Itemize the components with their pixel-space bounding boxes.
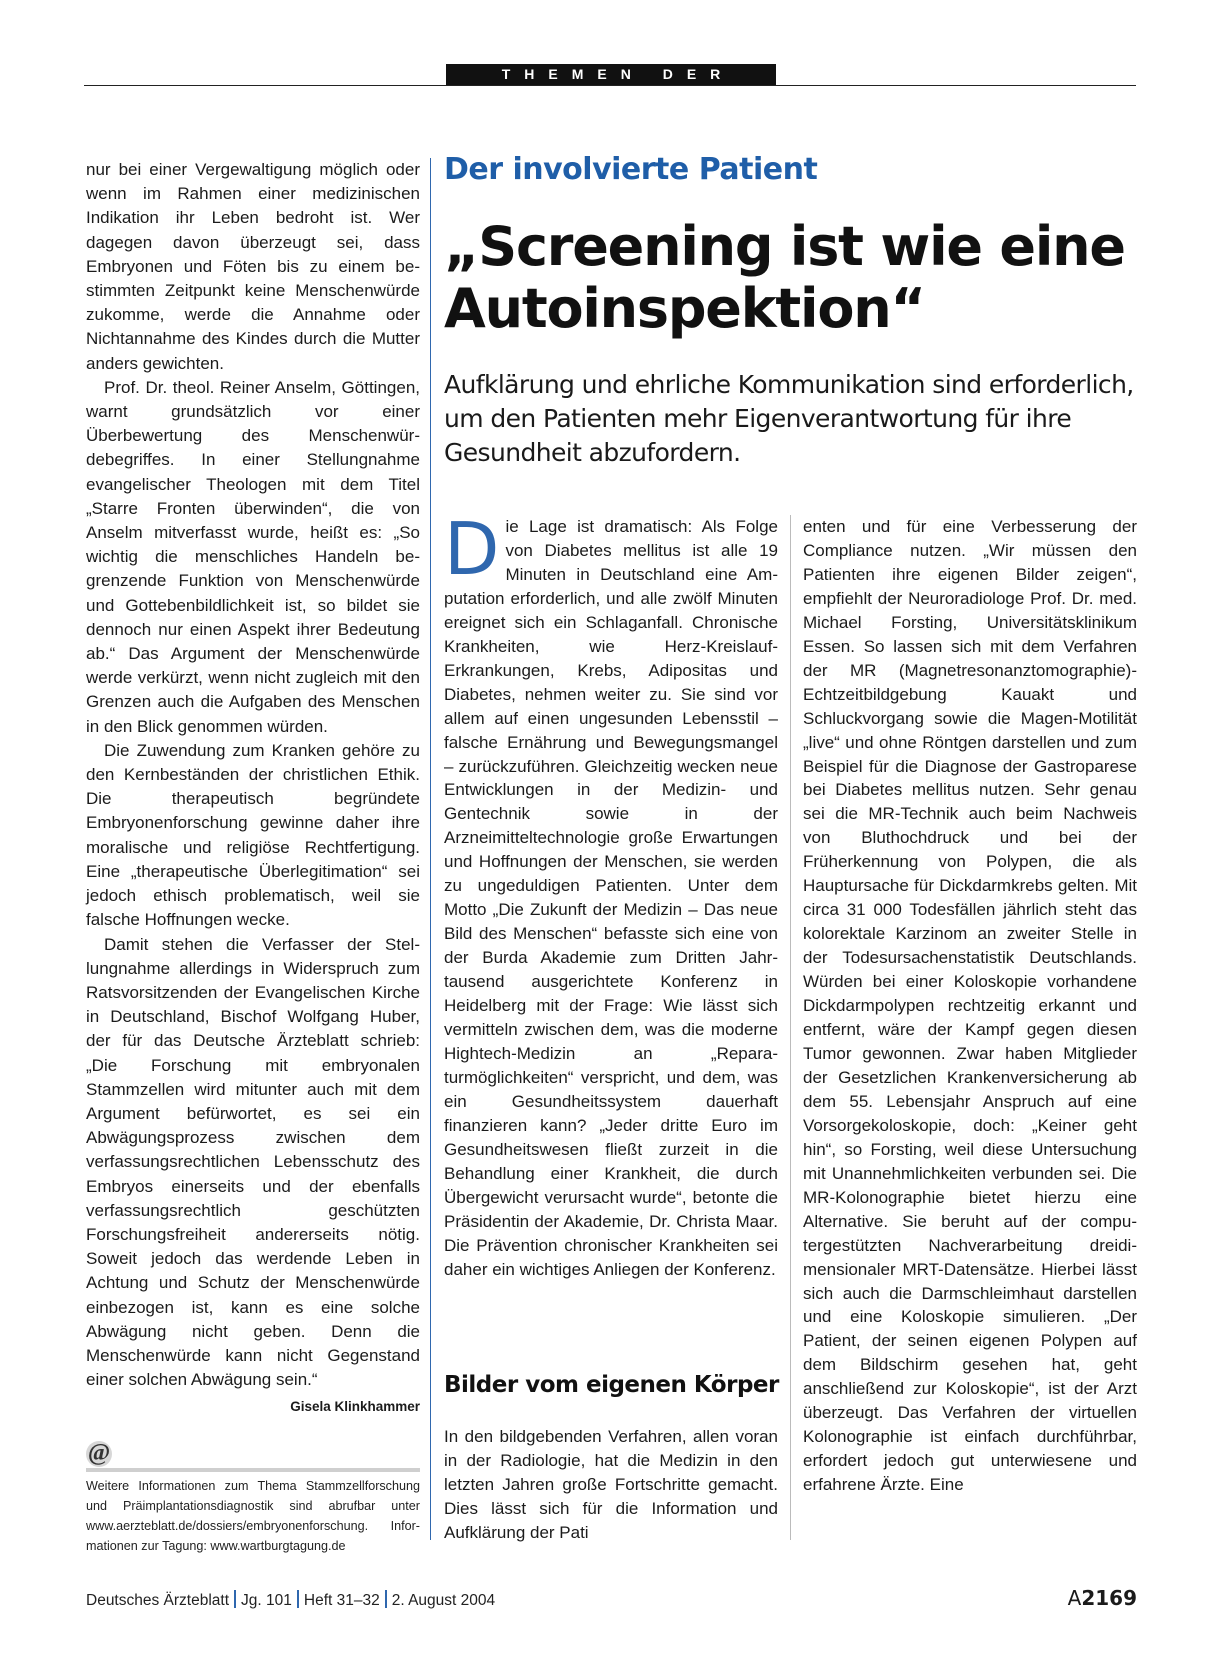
left-paragraph-1: nur bei einer Vergewaltigung möglich oder wenn im Rahmen einer medizinischen Indikation ihr Leben bedroht ist. Wer dagegen davon überzeugt sei, dass Embryonen und Föten bis zu einem bestimmten Zeitpunkt keine Menschenwürde zukomme, werde die Annahme oder Nichtannahme des Kindes durch die Mutter anders gewichten. <box>86 160 420 373</box>
footer-volume: Jg. 101 <box>241 1592 292 1609</box>
info-box <box>86 1441 420 1556</box>
column-divider-blue <box>430 158 431 1540</box>
footer-separator <box>297 1590 299 1608</box>
article-headline: „Screening ist wie eine Autoinspektion“ <box>444 215 1125 340</box>
footer-issue: Heft 31–32 <box>303 1592 380 1609</box>
middle-paragraph-2: In den bildgebenden Verfahren, allen voran in der Radiologie, hat die Medizin in den letzten Jahren große Fortschritte gemacht. Dies lässt sich für die Information und Aufklärung der Pati <box>444 1427 778 1542</box>
article-lede: Aufklärung und ehrliche Kommunikation sind erforderlich, um den Patienten mehr Eigenverantwortung für ihre Gesundheit abzufordern. <box>444 370 1134 467</box>
page-number <box>1068 1586 1137 1610</box>
footer-separator <box>385 1590 387 1608</box>
column-divider-grey <box>790 515 791 1540</box>
middle-paragraph-text: ie Lage ist dramatisch: Als Folge von Diabetes mellitus ist alle 19 Minuten in Deutschland eine Amputation erforderlich, und alle zwölf Minuten ereignet sich ein Schlaganfall. Chronische Krankheiten, wie Herz-Kreislauf-Erkrankungen, Krebs, Adipositas und Diabetes, nehmen weiter zu. Sie sind vor allem auf einen ungesunden Lebensstil – falsche Ernährung und Bewegungsmangel – zurückzuführen. Gleichzeitig wecken neue Entwicklungen in der Medizin- und Gentechnik sowie in der Arzneimitteltechnologie große Erwartungen und Hoffnungen der Menschen, sie werden zu ungeduldigen Patienten. Unter dem Motto „Die Zukunft der Medizin – Das neue Bild des Menschen“ befasste sich eine von der Burda Akademie zum Dritten Jahrtausend ausgerichtete Konferenz in Heidelberg mit der Frage: Wie lässt sich vermitteln zwischen dem, was die moderne Hightech-Medizin an „Reparaturmöglichkeiten“ verspricht, und dem, was ein Gesundheitssystem dauerhaft finanzieren kann? „Jeder dritte Euro im Gesundheitswesen fließt zurzeit in die Behandlung einer Krankheit, die durch Übergewicht verursacht wurde“, betonte die Präsidentin der Akademie, Dr. Christa Maar. Die Prävention chronischer Krankheiten sei daher ein wichtiges Anliegen der Konferenz. <box>444 517 778 1279</box>
left-paragraph-2: Prof. Dr. theol. Reiner Anselm, Göttingen, warnt grundsätzlich vor einer Überbewertung des Menschenwürdebegriffes. In einer Stellungnahme evangelischer Theologen mit dem Titel „Starre Fronten überwinden“, die von Anselm mitverfasst wurde, heißt es: „So wichtig die menschliches Handeln begrenzende Funktion von Menschenwürde und Gottebenbildlichkeit ist, so bildet sie dennoch nur einen Aspekt ihrer Bedeutung ab.“ Das Argument der Menschenwürde werde verkürzt, wenn nicht zugleich mit den Grenzen auch die Aufgaben des Menschen in den Blick genommen würden. <box>86 377 420 736</box>
footer-date: 2. August 2004 <box>391 1592 496 1609</box>
middle-paragraph <box>444 507 778 1282</box>
right-paragraph: enten und für eine Verbesserung der Compliance nutzen. „Wir müssen den Patienten ihre eigenen Bilder zeigen“, empfiehlt der Neuroradiologe Prof. Dr. med. Michael Forsting, Universitätsklinikum Essen. So lassen sich mit dem Verfahren der MR (Magnetresonanztomographie)-Echtzeitbildgebung Kauakt und Schluckvorgang sowie die Magen-Motilität „live“ und ohne Röntgen darstellen und zum Beispiel für die Diagnose der Gastroparese bei Diabetes mellitus nutzen. Sehr genau sei die MR-Technik auch beim Nachweis von Bluthochdruck und bei der Früherkennung von Polypen, die als Hauptursache für Dickdarmkrebs gelten. Mit circa 31 000 Todesfällen jährlich steht das kolorektale Karzinom an zweiter Stelle in der Todesursachenstatistik Deutschlands. Würden bei einer Koloskopie vorhandene Dickdarmpolypen rechtzeitig erkannt und entfernt, wäre der Kampf gegen diesen Tumor gewonnen. Zwar haben Mitglieder der Gesetzlichen Krankenversicherung ab dem 55. Lebensjahr Anspruch auf eine Vorsorgekoloskopie, doch: „Keiner geht hin“, so Forsting, weil diese Untersuchung mit Unannehmlichkeiten verbunden sei. Die MR-Kolonographie bietet hierzu eine Alternative. Sie beruht auf der computergestützten Nachverarbeitung dreidimensionaler MRT-Datensätze. Hierbei lässt sich auch die Darmschleimhaut darstellen und eine Koloskopie simulieren. „Der Patient, der seinen eigenen Polypen auf dem Bildschirm gesehen hat, geht anschließend zur Koloskopie“, ist der Arzt überzeugt. Das Verfahren der virtuellen Kolonographie ist einfach durchführbar, erfordert jedoch gut unterwiesene und erfahrene Ärzte. Eine <box>803 517 1137 1495</box>
page-number-prefix: A <box>1067 1586 1082 1610</box>
left-paragraph-4 <box>86 933 420 1415</box>
drop-cap: D <box>444 507 500 591</box>
middle-column-continued <box>444 1425 778 1545</box>
author-name: Gisela Klinkhammer <box>290 1399 420 1415</box>
footer-separator <box>234 1590 236 1608</box>
page-number-value: 2169 <box>1081 1586 1137 1610</box>
footer-journal: Deutsches Ärzteblatt <box>86 1592 230 1609</box>
right-column <box>803 515 1137 1497</box>
article-kicker: Der involvierte Patient <box>444 152 818 187</box>
middle-column <box>444 507 778 1282</box>
section-rubric: THEMEN DER ZEIT <box>446 64 776 85</box>
left-column <box>86 158 420 1420</box>
at-sign-icon: @ <box>87 1440 111 1466</box>
info-rule <box>86 1468 420 1472</box>
article-subhead: Bilder vom eigenen Körper <box>444 1372 779 1398</box>
info-text: Weitere Informationen zum Thema Stammzellforschung und Präimplantationsdiagnostik sind abrufbar unter www.aerzteblatt.de/dossiers/embryonenforschung. Informationen zur Tagung: www.wartburgtagung.de <box>86 1479 420 1553</box>
page-footer <box>86 1590 495 1610</box>
left-paragraph-3: Die Zuwendung zum Kranken gehöre zu den Kernbeständen der christlichen Ethik. Die therapeutisch begründete Embryonenforschung gewinne daher ihre moralische und religiöse Rechtfertigung. Eine „therapeutische Überlegitimation“ sei jedoch ethisch problematisch, weil sie falsche Hoffnungen wecke. <box>86 740 420 930</box>
left-paragraph-4-text: Damit stehen die Verfasser der Stellungnahme allerdings in Widerspruch zum Ratsvorsitzenden der Evangelischen Kirche in Deutschland, Bischof Wolfgang Huber, der für das Deutsche Ärzteblatt schrieb: „Die Forschung mit embryonalen Stammzellen wird mitunter auch mit dem Argument befürwortet, es sei ein Abwägungsprozess zwischen dem verfassungsrechtlichen Lebensschutz des Embryos einerseits und der ebenfalls verfassungsrechtlich geschützten Forschungsfreiheit andererseits nötig. Soweit jedoch das werdende Leben in Achtung und Schutz der Menschenwürde einbezogen ist, kann es eine solche Abwägung nicht geben. Denn die Menschenwürde kann nicht Gegenstand einer solchen Abwägung sein.“ <box>86 934 420 1390</box>
